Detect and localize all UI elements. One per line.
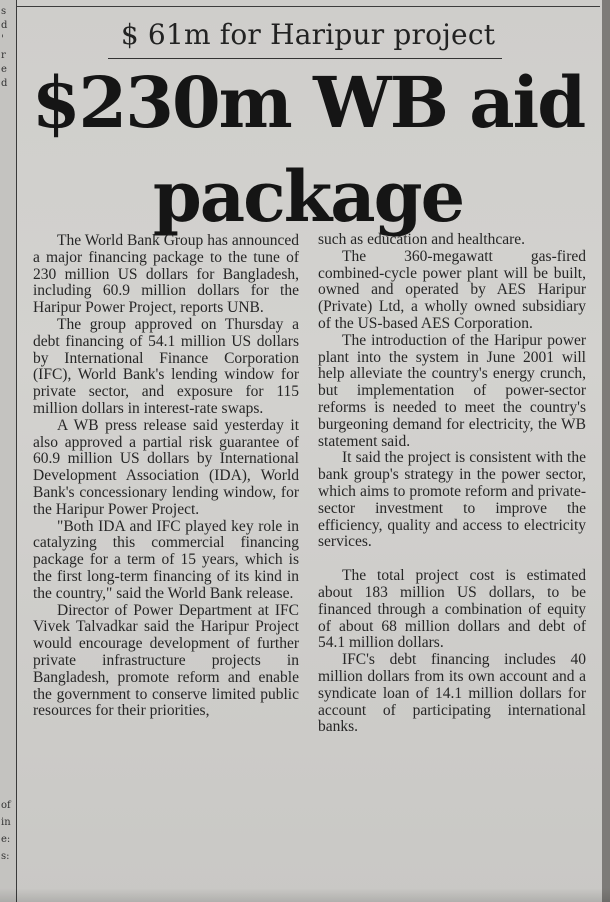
- article-column-1: [33, 233, 299, 720]
- paragraph: "Both IDA and IFC played key role in catalyzing this commercial financing package for a term of 15 years, which is the first long-term financing of its kind in the country," said the World Bank release.: [33, 517, 299, 602]
- paragraph-continuation: such as education and healthcare.: [318, 231, 526, 248]
- paragraph: IFC's debt financing includes 40 million dollars from its own account and a syndicate loan of 14.1 million dollars for account of participating international banks.: [318, 651, 586, 736]
- strip-fragment: e: [1, 64, 7, 75]
- paragraph: Director of Power Department at IFC Vivek Talvadkar said the Haripur Project would encourage development of further private infrastructure projects in Bangladesh, promote reform and enable the government to conserve limited public resources for their priorities,: [33, 601, 299, 720]
- paragraph: A WB press release said yesterday it also approved a partial risk guarantee of 60.9 million US dollars by International Development Association (IDA), World Bank's concessionary lending window, for the Haripur Power Project.: [33, 416, 299, 518]
- paragraph: The group approved on Thursday a debt financing of 54.1 million US dollars by International Finance Corporation (IFC), World Bank's lending window for private sector, and exposure for 115 million dollars in interest-rate swaps.: [33, 315, 299, 417]
- strip-fragment: r: [1, 50, 6, 61]
- bottom-shadow: [0, 888, 610, 902]
- strip-fragment: in: [1, 817, 11, 828]
- strip-fragment: s:: [1, 851, 10, 862]
- paragraph: The total project cost is estimated about 183 million US dollars, to be financed through a combination of equity of about 68 million dollars and debt of 54.1 million dollars.: [318, 567, 586, 652]
- strip-fragment: ': [1, 34, 4, 45]
- top-rule: [16, 6, 600, 7]
- main-headline: $230m WB aid package: [31, 61, 585, 238]
- adjacent-column-strip: [0, 0, 17, 902]
- kicker-headline: $ 61m for Haripur project: [120, 18, 496, 51]
- strip-fragment: d: [1, 78, 8, 89]
- paragraph: The 360-megawatt gas-fired combined-cycle power plant will be built, owned and operated by AES Haripur (Private) Ltd, a wholly owned subsidiary of the US-based AES Corporation.: [318, 247, 586, 332]
- strip-fragment: s: [1, 6, 7, 17]
- page-edge: [602, 0, 610, 902]
- paragraph: It said the project is consistent with the bank group's strategy in the power sector, which aims to promote reform and private-sector investment to improve the efficiency, quality and access to electricity services.: [318, 449, 586, 551]
- paragraph: The World Bank Group has announced a major financing package to the tune of 230 million US dollars for Bangladesh, including 60.9 million dollars for the Haripur Power Project, reports UNB.: [33, 232, 299, 317]
- paragraph: The introduction of the Haripur power plant into the system in June 2001 will help alleviate the country's energy crunch, but implementation of power-sector reforms is needed to meet the country's burgeoning demand for electricity, the WB statement said.: [318, 331, 586, 450]
- strip-fragment: d: [1, 20, 8, 31]
- article-column-2: [318, 232, 586, 736]
- strip-fragment: of: [1, 800, 11, 811]
- strip-fragment: e:: [1, 834, 11, 845]
